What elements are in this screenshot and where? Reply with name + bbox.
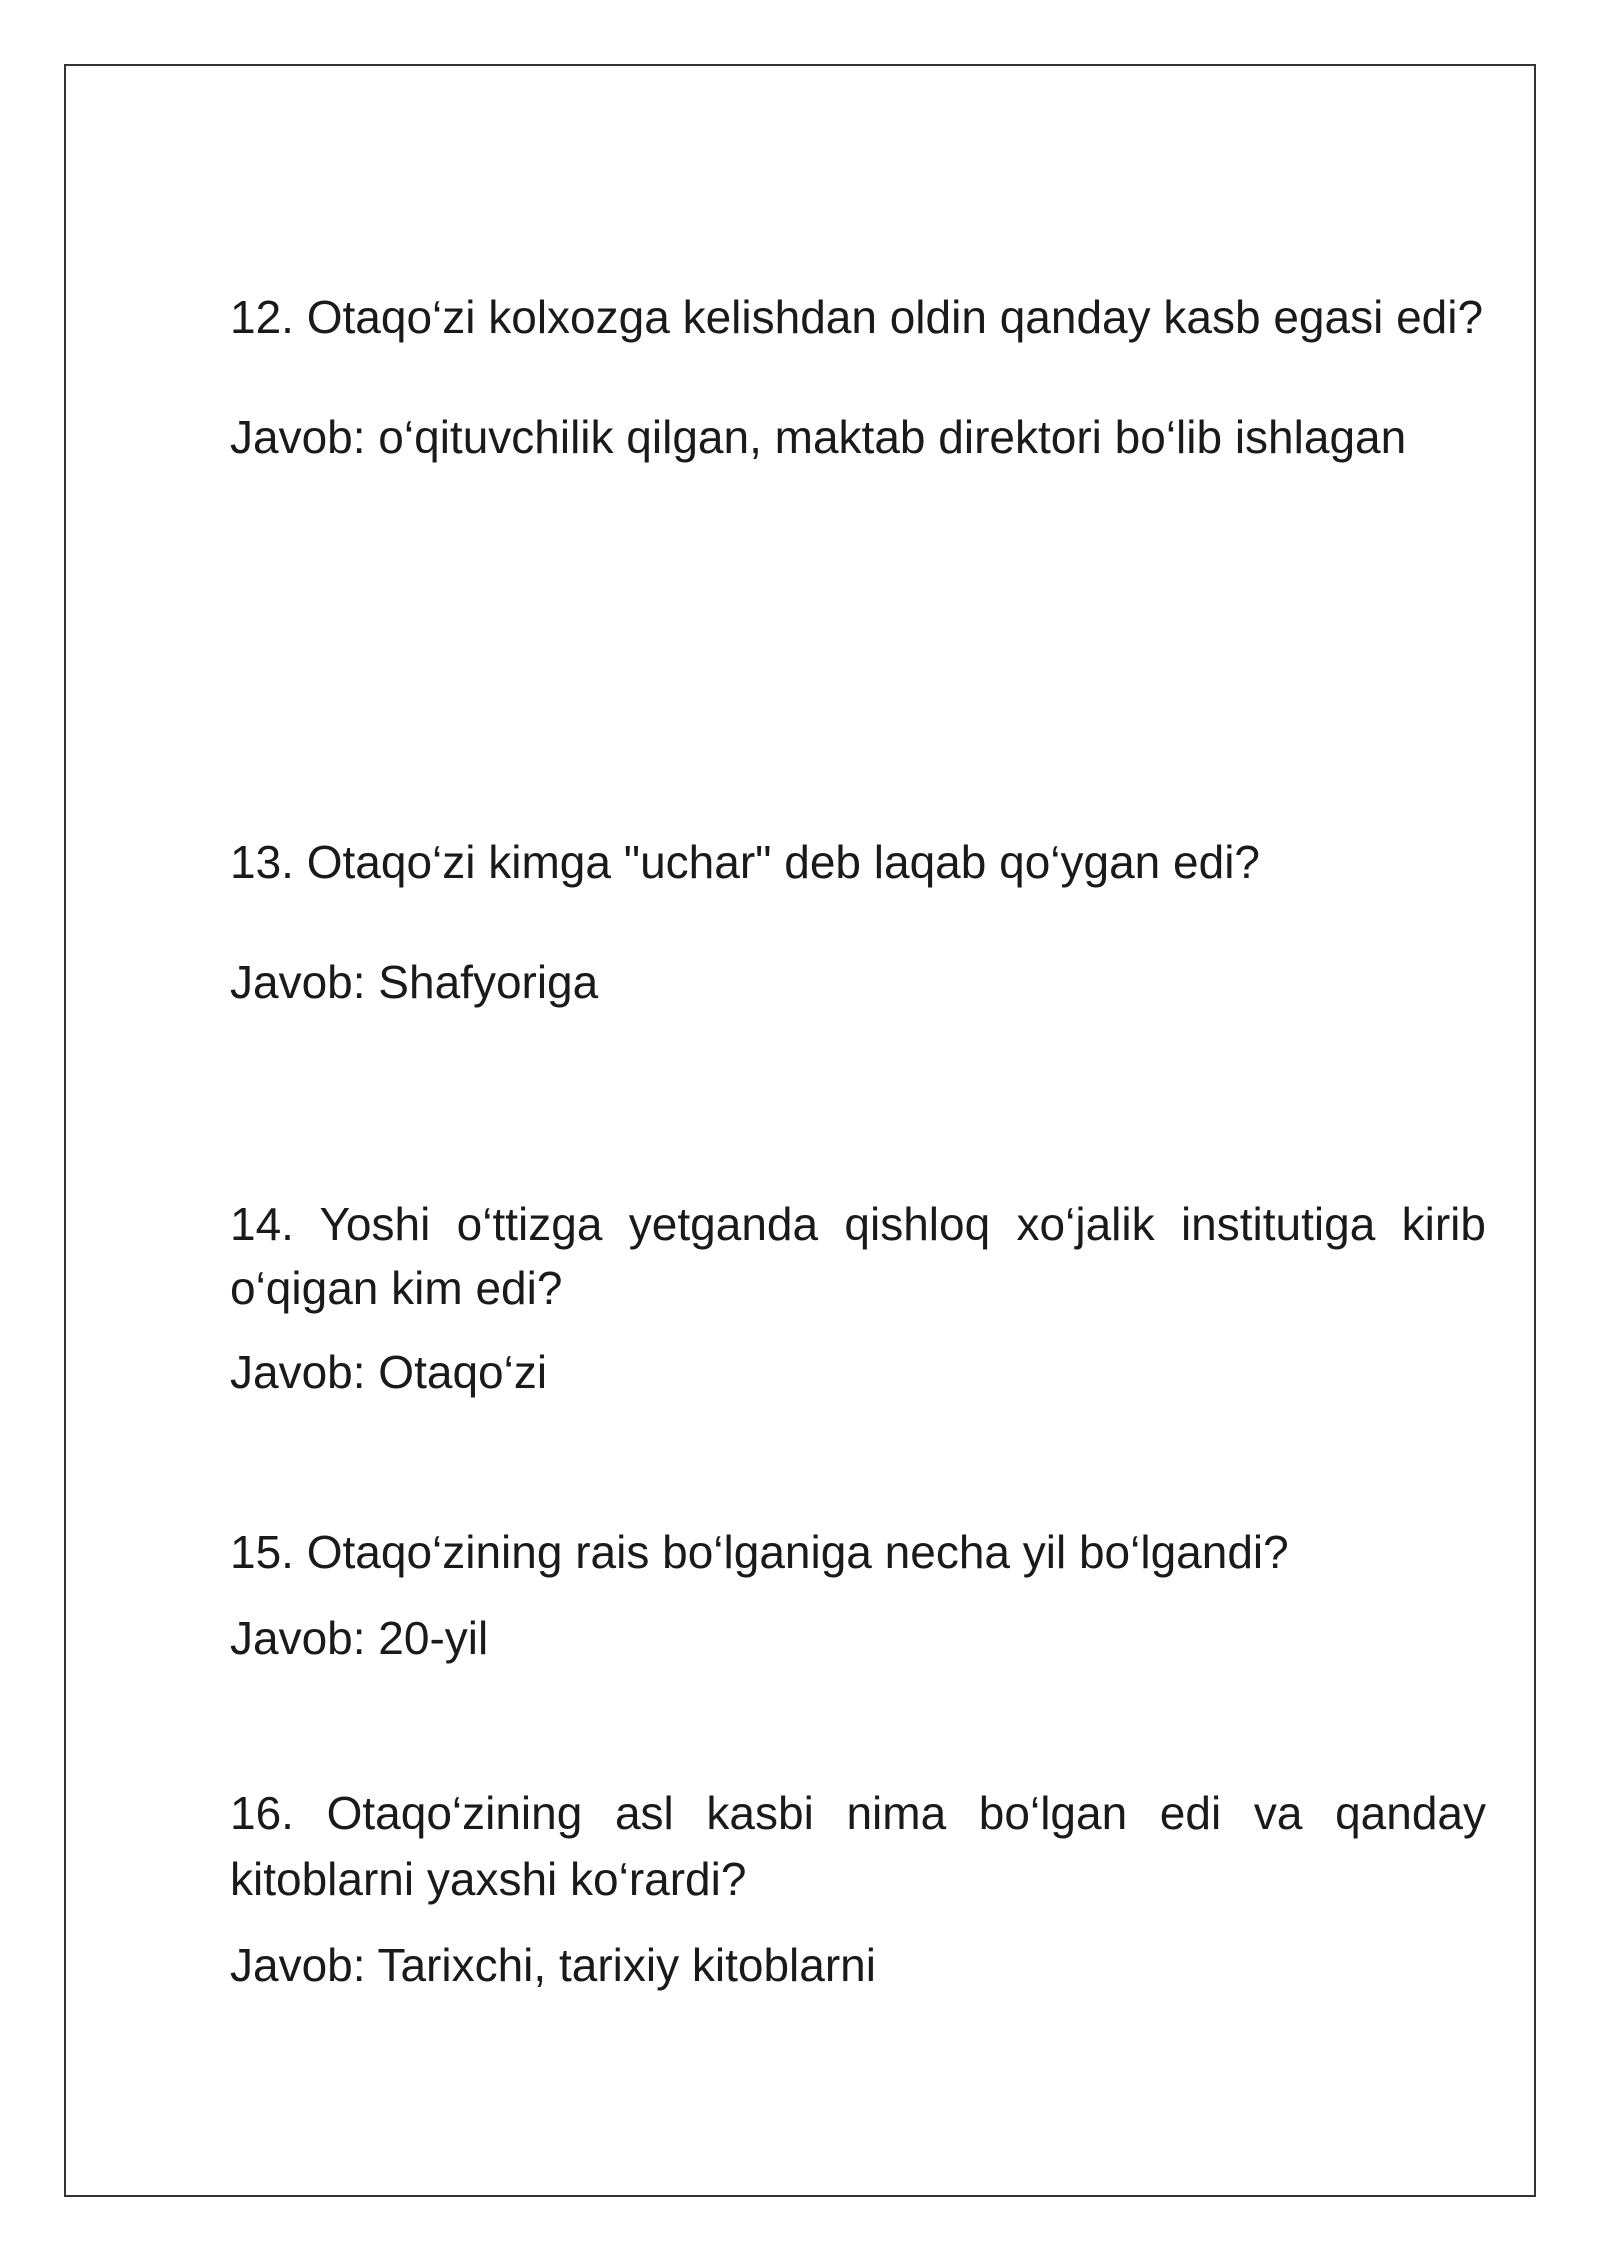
answer-text: Javob: Tarixchi, tarixiy kitoblarni bbox=[230, 1939, 876, 1991]
qa-item-16 bbox=[230, 1780, 1486, 1998]
answer-text: Javob: Shafyoriga bbox=[230, 956, 599, 1008]
qa-item-12 bbox=[230, 268, 1486, 486]
question-text: 13. Otaqo‘zi kimga "uchar" deb laqab qo‘ygan edi? bbox=[230, 836, 1260, 888]
answer-text: Javob: 20-yil bbox=[230, 1612, 489, 1664]
question-text: 15. Otaqo‘zining rais bo‘lganiga necha yil bo‘lgandi? bbox=[230, 1526, 1289, 1578]
question-text: 16. Otaqo‘zining asl kasbi nima bo‘lgan edi va qanday kitoblarni yaxshi ko‘rardi? bbox=[230, 1787, 1486, 1905]
question-text: 14. Yoshi o‘ttizga yetganda qishloq xo‘jalik institutiga kirib o‘qigan kim edi? bbox=[230, 1198, 1486, 1314]
qa-item-14 bbox=[230, 1192, 1486, 1404]
answer-text: Javob: o‘qituvchilik qilgan, maktab direktori bo‘lib ishlagan bbox=[230, 411, 1407, 463]
answer-text: Javob: Otaqo‘zi bbox=[230, 1346, 548, 1398]
qa-item-13 bbox=[230, 832, 1486, 1012]
qa-item-15 bbox=[230, 1520, 1486, 1670]
question-text: 12. Otaqo‘zi kolxozga kelishdan oldin qanday kasb egasi edi? bbox=[230, 291, 1484, 343]
